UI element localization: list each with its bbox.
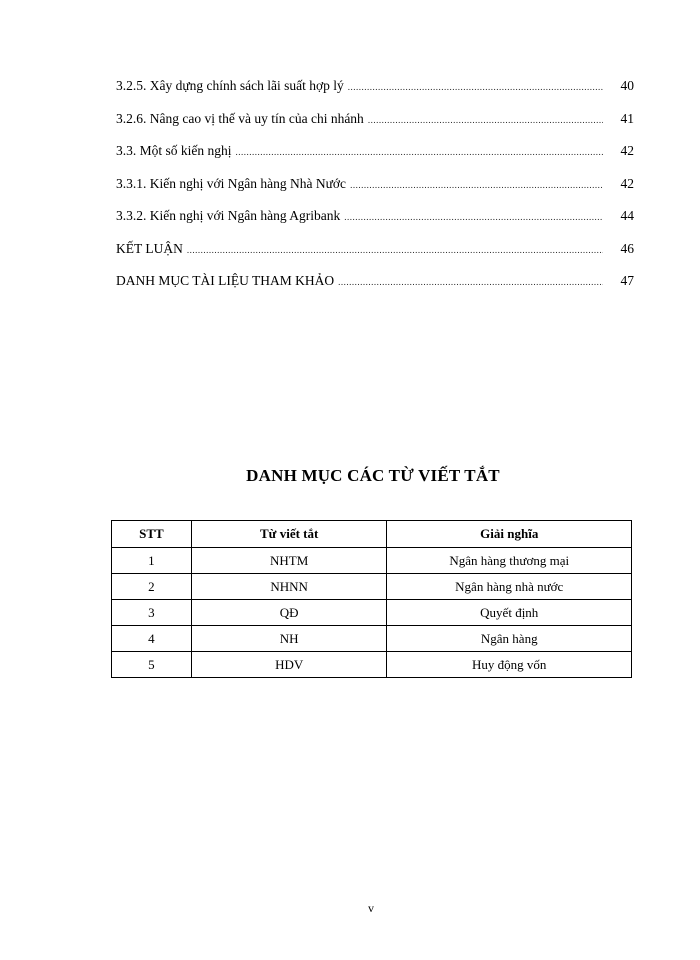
cell-meaning: Ngân hàng nhà nước xyxy=(387,574,632,600)
toc-entry-page: 46 xyxy=(620,240,634,256)
toc-entry xyxy=(116,241,634,274)
cell-abbreviation: HDV xyxy=(191,652,387,678)
toc-entry-title: DANH MỤC TÀI LIỆU THAM KHẢO xyxy=(116,273,335,288)
table-row xyxy=(112,548,632,574)
cell-stt: 5 xyxy=(112,652,192,678)
cell-abbreviation: NH xyxy=(191,626,387,652)
toc-entry-page: 40 xyxy=(620,78,634,93)
toc-entry-title: 3.2.5. Xây dựng chính sách lãi suất hợp lý xyxy=(116,78,344,93)
cell-abbreviation: NHNN xyxy=(191,574,387,600)
toc-entry-title: 3.3.1. Kiến nghị với Ngân hàng Nhà Nước xyxy=(116,175,347,191)
toc-entry xyxy=(116,111,634,144)
toc-entry xyxy=(116,176,634,209)
table-row xyxy=(112,574,632,600)
toc-entry xyxy=(116,208,634,241)
toc-entry-page: 42 xyxy=(620,143,634,158)
toc-entry-title: 3.3.2. Kiến nghị với Ngân hàng Agribank xyxy=(116,208,341,223)
cell-stt: 2 xyxy=(112,574,192,600)
toc-leader-dots xyxy=(368,115,603,125)
table-row xyxy=(112,652,632,678)
cell-meaning: Huy động vốn xyxy=(387,652,632,678)
toc-leader-dots xyxy=(350,180,603,190)
toc-entry-title: 3.2.6. Nâng cao vị thế và uy tín của chi nhánh xyxy=(116,110,364,126)
toc-leader-dots xyxy=(338,277,603,287)
table-of-contents xyxy=(116,78,634,306)
toc-entry-page: 47 xyxy=(620,273,634,288)
cell-stt: 4 xyxy=(112,626,192,652)
toc-leader-dots xyxy=(348,82,603,92)
toc-entry-page: 44 xyxy=(620,208,634,223)
cell-abbreviation: QĐ xyxy=(191,600,387,626)
toc-entry xyxy=(116,273,634,306)
toc-leader-dots xyxy=(344,212,603,222)
toc-entry-page: 42 xyxy=(620,175,634,191)
toc-entry xyxy=(116,78,634,111)
cell-stt: 1 xyxy=(112,548,192,574)
page-number: v xyxy=(368,901,374,915)
toc-entry-title: KẾT LUẬN xyxy=(116,240,183,256)
cell-meaning: Ngân hàng thương mại xyxy=(387,548,632,574)
table-row xyxy=(112,626,632,652)
toc-leader-dots xyxy=(187,245,603,255)
table-header-row xyxy=(112,521,632,548)
column-header-meaning: Giải nghĩa xyxy=(387,521,632,548)
cell-meaning: Quyết định xyxy=(387,600,632,626)
cell-meaning: Ngân hàng xyxy=(387,626,632,652)
column-header-stt: STT xyxy=(112,521,192,548)
toc-leader-dots xyxy=(236,147,603,157)
table-row xyxy=(112,600,632,626)
abbreviations-table xyxy=(111,520,632,678)
toc-entry-title: 3.3. Một số kiến nghị xyxy=(116,143,232,158)
cell-stt: 3 xyxy=(112,600,192,626)
toc-entry-page: 41 xyxy=(620,110,634,126)
column-header-abbreviation: Từ viết tắt xyxy=(191,521,387,548)
cell-abbreviation: NHTM xyxy=(191,548,387,574)
abbreviations-heading-text: DANH MỤC CÁC TỪ VIẾT TẮT xyxy=(246,466,500,485)
toc-entry xyxy=(116,143,634,176)
abbreviations-heading xyxy=(0,466,700,486)
